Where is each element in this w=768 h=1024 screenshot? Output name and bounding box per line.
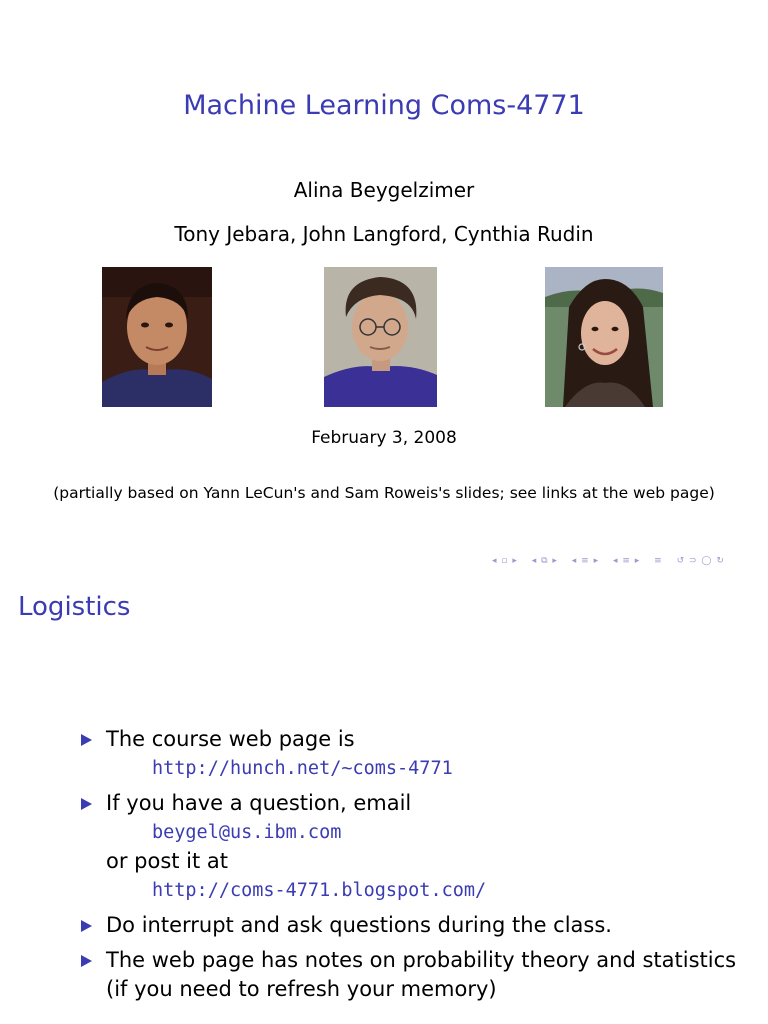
nav-section-icon[interactable]: ◂ ≡ ▸: [571, 556, 600, 566]
item-text: If you have a question, email: [106, 791, 412, 815]
bullet-triangle-icon: [81, 734, 92, 746]
blog-url-link[interactable]: http://coms-4771.blogspot.com/: [152, 880, 487, 901]
bullet-triangle-icon: [81, 955, 92, 967]
list-item: [78, 789, 738, 905]
frame-title: Logistics: [18, 592, 131, 622]
coauthor-names: Tony Jebara, John Langford, Cynthia Rudin: [174, 222, 594, 246]
photo-john-langford: [324, 267, 437, 407]
bullet-triangle-icon: [81, 798, 92, 810]
slide-title: Machine Learning Coms-4771: [183, 90, 585, 121]
item-text: The web page has notes on probability theory and statistics (if you need to refresh your memory): [106, 948, 737, 1001]
nav-subsection-icon[interactable]: ◂ ≡ ▸: [612, 556, 641, 566]
bullet-triangle-icon: [81, 920, 92, 932]
beamer-navigation-bar: [492, 556, 762, 570]
nav-prev-frame-icon[interactable]: ◂ ▫ ▸: [492, 556, 518, 566]
author-name: Alina Beygelzimer: [293, 178, 475, 202]
item-text: Do interrupt and ask questions during the class.: [106, 913, 612, 937]
list-item: [78, 911, 738, 940]
list-item: [78, 946, 738, 1004]
email-link[interactable]: beygel@us.ibm.com: [152, 822, 342, 843]
item-text-secondary: or post it at: [106, 849, 229, 873]
logistics-list: [78, 725, 738, 1010]
course-url-link[interactable]: http://hunch.net/~coms-4771: [152, 758, 453, 779]
nav-align-icon[interactable]: ≡: [654, 556, 663, 566]
nav-frame-icon[interactable]: ◂ ⧉ ▸: [531, 556, 558, 566]
list-item: [78, 725, 738, 783]
photo-cynthia-rudin: [545, 267, 663, 407]
presentation-date: February 3, 2008: [311, 428, 457, 448]
item-text: The course web page is: [106, 727, 355, 751]
attribution-note: (partially based on Yann LeCun's and Sam Roweis's slides; see links at the web page): [53, 484, 715, 502]
photo-tony-jebara: [102, 267, 212, 407]
nav-search-icon[interactable]: ↺ ⊃ ◯ ↻: [676, 556, 725, 566]
